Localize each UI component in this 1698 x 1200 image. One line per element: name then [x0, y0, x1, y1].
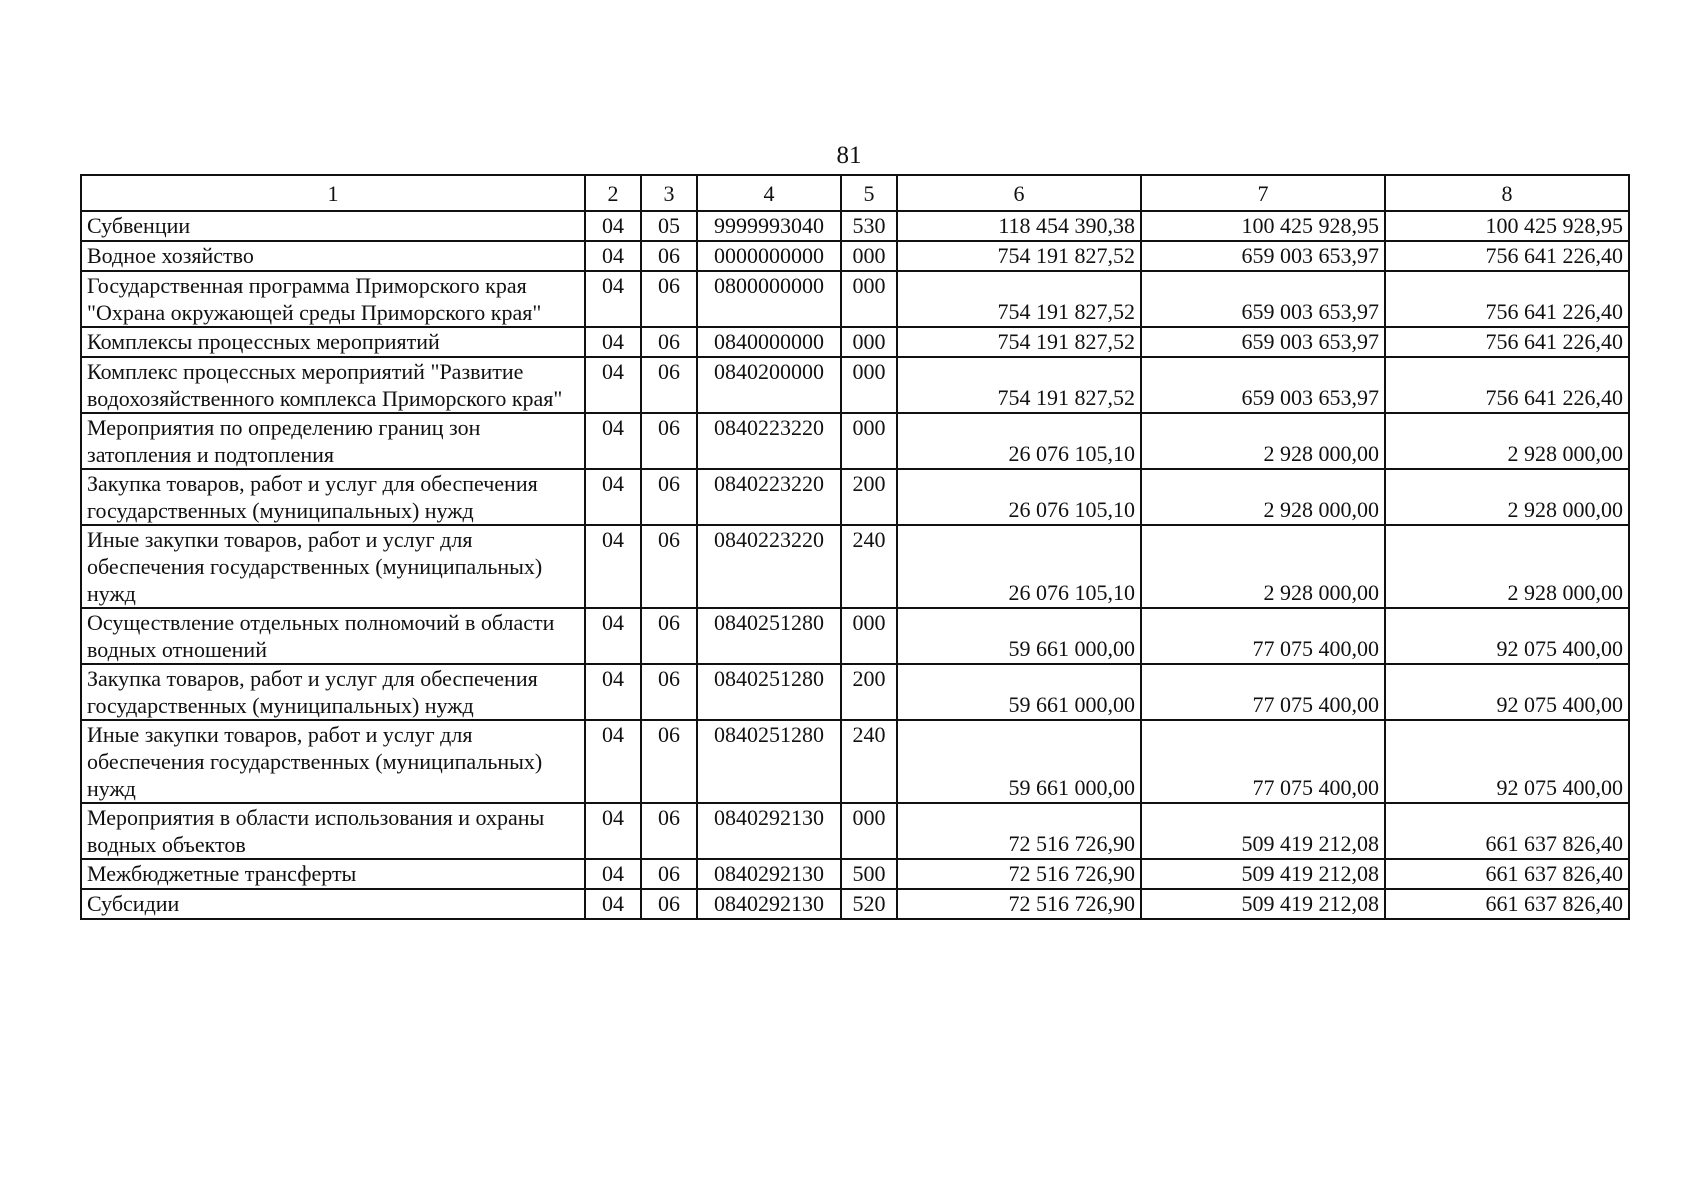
table-row	[81, 327, 1629, 357]
amount-cell	[897, 664, 1141, 720]
amount-cell	[1141, 889, 1385, 919]
amount-cell	[1385, 211, 1629, 241]
amount-value: 77 075 400,00	[1252, 636, 1379, 661]
amount-value: 754 191 827,52	[997, 299, 1135, 324]
subsection-code-cell: 06	[641, 664, 697, 720]
amount-value: 659 003 653,97	[1241, 329, 1379, 354]
subsection-code-cell: 06	[641, 327, 697, 357]
expense-type-code-cell: 000	[841, 241, 897, 271]
amount-cell	[1385, 357, 1629, 413]
item-name-cell: Иные закупки товаров, работ и услуг для обеспечения государственных (муниципальных) нужд	[81, 720, 585, 803]
amount-value: 2 928 000,00	[1507, 441, 1623, 466]
table-row	[81, 241, 1629, 271]
amount-value: 59 661 000,00	[1008, 775, 1135, 800]
table-row	[81, 720, 1629, 803]
amount-cell	[1385, 327, 1629, 357]
amount-cell	[897, 859, 1141, 889]
amount-value: 77 075 400,00	[1252, 692, 1379, 717]
table-row	[81, 413, 1629, 469]
amount-cell	[1141, 608, 1385, 664]
amount-value: 26 076 105,10	[1008, 580, 1135, 605]
amount-cell	[897, 357, 1141, 413]
amount-value: 756 641 226,40	[1485, 385, 1623, 410]
table-row	[81, 608, 1629, 664]
column-header: 8	[1385, 175, 1629, 211]
amount-cell	[1141, 271, 1385, 327]
amount-value: 2 928 000,00	[1507, 497, 1623, 522]
expense-type-code-cell: 000	[841, 608, 897, 664]
section-code-cell: 04	[585, 469, 641, 525]
expense-type-code-cell: 240	[841, 525, 897, 608]
target-article-code-cell: 0840223220	[697, 413, 841, 469]
amount-value: 754 191 827,52	[997, 243, 1135, 268]
amount-cell	[897, 327, 1141, 357]
subsection-code-cell: 06	[641, 720, 697, 803]
amount-cell	[1385, 859, 1629, 889]
amount-cell	[1385, 889, 1629, 919]
subsection-code-cell: 06	[641, 413, 697, 469]
table-row	[81, 271, 1629, 327]
section-code-cell: 04	[585, 859, 641, 889]
amount-cell	[1141, 720, 1385, 803]
target-article-code-cell: 0840251280	[697, 664, 841, 720]
amount-cell	[1141, 525, 1385, 608]
expense-type-code-cell: 000	[841, 413, 897, 469]
amount-cell	[897, 413, 1141, 469]
item-name-cell: Межбюджетные трансферты	[81, 859, 585, 889]
amount-cell	[897, 241, 1141, 271]
amount-cell	[1385, 608, 1629, 664]
amount-value: 2 928 000,00	[1263, 497, 1379, 522]
subsection-code-cell: 05	[641, 211, 697, 241]
table-row	[81, 859, 1629, 889]
amount-cell	[1385, 271, 1629, 327]
table-row	[81, 525, 1629, 608]
amount-cell	[897, 889, 1141, 919]
table-row	[81, 664, 1629, 720]
target-article-code-cell: 0000000000	[697, 241, 841, 271]
table-body	[81, 211, 1629, 919]
amount-cell	[1385, 413, 1629, 469]
amount-cell	[897, 720, 1141, 803]
budget-table	[80, 174, 1630, 920]
amount-value: 59 661 000,00	[1008, 692, 1135, 717]
expense-type-code-cell: 000	[841, 271, 897, 327]
amount-cell	[1141, 469, 1385, 525]
section-code-cell: 04	[585, 803, 641, 859]
section-code-cell: 04	[585, 271, 641, 327]
target-article-code-cell: 0840223220	[697, 525, 841, 608]
target-article-code-cell: 0840200000	[697, 357, 841, 413]
subsection-code-cell: 06	[641, 241, 697, 271]
amount-value: 661 637 826,40	[1485, 861, 1623, 886]
column-header: 6	[897, 175, 1141, 211]
amount-cell	[1141, 413, 1385, 469]
amount-cell	[1385, 803, 1629, 859]
amount-cell	[897, 525, 1141, 608]
expense-type-code-cell: 000	[841, 803, 897, 859]
target-article-code-cell: 0840292130	[697, 803, 841, 859]
section-code-cell: 04	[585, 720, 641, 803]
amount-value: 100 425 928,95	[1485, 213, 1623, 238]
amount-cell	[1141, 241, 1385, 271]
amount-value: 92 075 400,00	[1496, 692, 1623, 717]
amount-value: 72 516 726,90	[1008, 831, 1135, 856]
column-header: 3	[641, 175, 697, 211]
amount-value: 92 075 400,00	[1496, 636, 1623, 661]
target-article-code-cell: 9999993040	[697, 211, 841, 241]
amount-value: 26 076 105,10	[1008, 497, 1135, 522]
item-name-cell: Комплексы процессных мероприятий	[81, 327, 585, 357]
amount-value: 756 641 226,40	[1485, 299, 1623, 324]
expense-type-code-cell: 000	[841, 327, 897, 357]
amount-cell	[1385, 469, 1629, 525]
amount-cell	[1385, 720, 1629, 803]
expense-type-code-cell: 530	[841, 211, 897, 241]
subsection-code-cell: 06	[641, 271, 697, 327]
section-code-cell: 04	[585, 608, 641, 664]
table-row	[81, 211, 1629, 241]
item-name-cell: Субвенции	[81, 211, 585, 241]
amount-value: 2 928 000,00	[1507, 580, 1623, 605]
column-header: 4	[697, 175, 841, 211]
amount-value: 77 075 400,00	[1252, 775, 1379, 800]
expense-type-code-cell: 200	[841, 664, 897, 720]
amount-value: 509 419 212,08	[1241, 891, 1379, 916]
expense-type-code-cell: 200	[841, 469, 897, 525]
amount-value: 72 516 726,90	[1008, 891, 1135, 916]
amount-cell	[1141, 327, 1385, 357]
amount-value: 659 003 653,97	[1241, 299, 1379, 324]
subsection-code-cell: 06	[641, 525, 697, 608]
item-name-cell: Закупка товаров, работ и услуг для обеспечения государственных (муниципальных) нужд	[81, 664, 585, 720]
item-name-cell: Иные закупки товаров, работ и услуг для обеспечения государственных (муниципальных) нужд	[81, 525, 585, 608]
amount-cell	[897, 271, 1141, 327]
column-header: 7	[1141, 175, 1385, 211]
target-article-code-cell: 0840292130	[697, 859, 841, 889]
header-row	[81, 175, 1629, 211]
amount-value: 92 075 400,00	[1496, 775, 1623, 800]
section-code-cell: 04	[585, 525, 641, 608]
amount-value: 2 928 000,00	[1263, 580, 1379, 605]
section-code-cell: 04	[585, 413, 641, 469]
expense-type-code-cell: 000	[841, 357, 897, 413]
item-name-cell: Закупка товаров, работ и услуг для обеспечения государственных (муниципальных) нужд	[81, 469, 585, 525]
amount-value: 118 454 390,38	[998, 213, 1135, 238]
subsection-code-cell: 06	[641, 889, 697, 919]
target-article-code-cell: 0840251280	[697, 720, 841, 803]
amount-value: 2 928 000,00	[1263, 441, 1379, 466]
section-code-cell: 04	[585, 241, 641, 271]
target-article-code-cell: 0840223220	[697, 469, 841, 525]
table-row	[81, 357, 1629, 413]
table-row	[81, 889, 1629, 919]
amount-value: 661 637 826,40	[1485, 891, 1623, 916]
table-row	[81, 469, 1629, 525]
section-code-cell: 04	[585, 327, 641, 357]
amount-cell	[1141, 859, 1385, 889]
subsection-code-cell: 06	[641, 803, 697, 859]
amount-value: 59 661 000,00	[1008, 636, 1135, 661]
amount-value: 509 419 212,08	[1241, 861, 1379, 886]
table-row	[81, 803, 1629, 859]
amount-cell	[897, 211, 1141, 241]
amount-cell	[897, 608, 1141, 664]
amount-value: 72 516 726,90	[1008, 861, 1135, 886]
section-code-cell: 04	[585, 664, 641, 720]
column-header: 2	[585, 175, 641, 211]
amount-value: 659 003 653,97	[1241, 243, 1379, 268]
amount-cell	[1141, 211, 1385, 241]
subsection-code-cell: 06	[641, 859, 697, 889]
amount-value: 756 641 226,40	[1485, 329, 1623, 354]
amount-cell	[1385, 664, 1629, 720]
subsection-code-cell: 06	[641, 469, 697, 525]
amount-value: 659 003 653,97	[1241, 385, 1379, 410]
section-code-cell: 04	[585, 357, 641, 413]
expense-type-code-cell: 240	[841, 720, 897, 803]
amount-cell	[1141, 664, 1385, 720]
subsection-code-cell: 06	[641, 608, 697, 664]
expense-type-code-cell: 500	[841, 859, 897, 889]
amount-value: 754 191 827,52	[997, 385, 1135, 410]
amount-cell	[897, 469, 1141, 525]
item-name-cell: Государственная программа Приморского края "Охрана окружающей среды Приморского края"	[81, 271, 585, 327]
column-header: 5	[841, 175, 897, 211]
target-article-code-cell: 0800000000	[697, 271, 841, 327]
section-code-cell: 04	[585, 889, 641, 919]
amount-cell	[1385, 241, 1629, 271]
amount-value: 509 419 212,08	[1241, 831, 1379, 856]
item-name-cell: Комплекс процессных мероприятий "Развитие водохозяйственного комплекса Приморского края"	[81, 357, 585, 413]
item-name-cell: Субсидии	[81, 889, 585, 919]
amount-value: 756 641 226,40	[1485, 243, 1623, 268]
amount-value: 26 076 105,10	[1008, 441, 1135, 466]
amount-cell	[1141, 803, 1385, 859]
target-article-code-cell: 0840000000	[697, 327, 841, 357]
item-name-cell: Мероприятия в области использования и охраны водных объектов	[81, 803, 585, 859]
item-name-cell: Мероприятия по определению границ зон затопления и подтопления	[81, 413, 585, 469]
item-name-cell: Водное хозяйство	[81, 241, 585, 271]
section-code-cell: 04	[585, 211, 641, 241]
amount-cell	[897, 803, 1141, 859]
column-header: 1	[81, 175, 585, 211]
amount-value: 100 425 928,95	[1241, 213, 1379, 238]
page-number: 81	[836, 142, 862, 169]
amount-value: 754 191 827,52	[997, 329, 1135, 354]
target-article-code-cell: 0840292130	[697, 889, 841, 919]
amount-value: 661 637 826,40	[1485, 831, 1623, 856]
item-name-cell: Осуществление отдельных полномочий в области водных отношений	[81, 608, 585, 664]
expense-type-code-cell: 520	[841, 889, 897, 919]
amount-cell	[1141, 357, 1385, 413]
amount-cell	[1385, 525, 1629, 608]
target-article-code-cell: 0840251280	[697, 608, 841, 664]
subsection-code-cell: 06	[641, 357, 697, 413]
